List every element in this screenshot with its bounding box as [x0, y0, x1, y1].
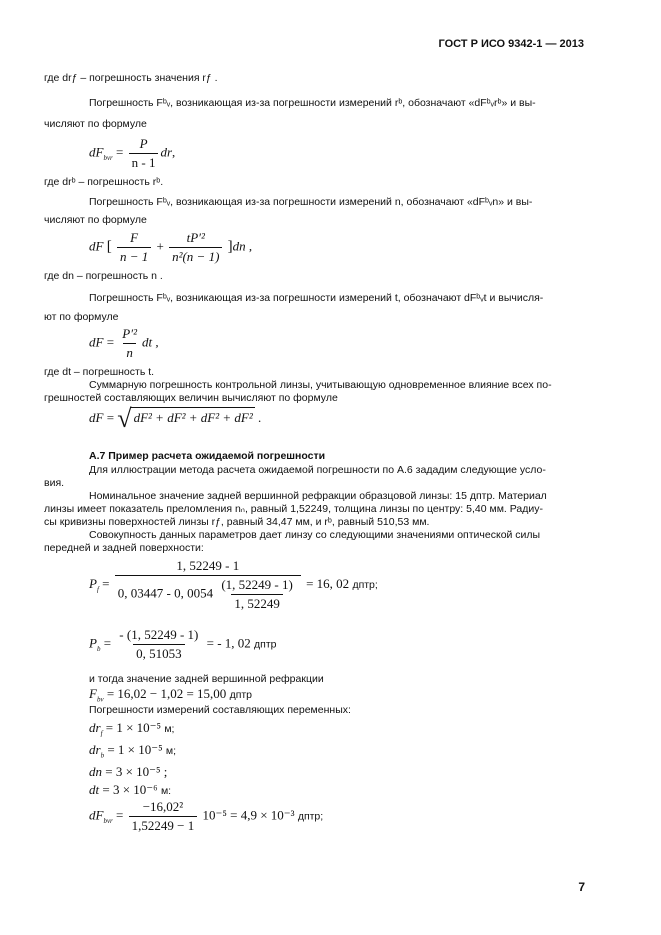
- text-line: Совокупность данных параметров дает линзу со следующими значениями оптической силы: [89, 529, 541, 541]
- text-line: и тогда значение задней вершинной рефракции: [89, 673, 324, 685]
- formula-pf: $P_f$ = 1, 52249 - 1 0, 03447 - 0, 0054 $\frac{(1, 52249 - 1)}{1, 52249}$ = 16, 02 дптр;: [89, 558, 378, 611]
- text-line: передней и задней поверхности:: [44, 542, 204, 554]
- formula-dFbvrf: $dF_{bvr}$ = $\frac{\text{−16,02²}}{1,52249 - 1}$ 10⁻⁵ = 4,9 × 10⁻³ дптр;: [89, 799, 324, 833]
- section-heading: А.7 Пример расчета ожидаемой погрешности: [89, 450, 326, 462]
- page-number: 7: [578, 880, 585, 894]
- page-header: ГОСТ Р ИСО 9342-1 — 2013: [438, 38, 584, 50]
- text-line: где dt – погрешность t.: [44, 366, 155, 378]
- text-line: Погрешность Fᵇᵥ, возникающая из-за погрешности измерений rᵇ, обозначают «dFᵇᵥrᵇ» и вы-: [89, 97, 536, 109]
- text-line: ют по формуле: [44, 311, 119, 323]
- text-line: Номинальное значение задней вершинной рефракции образцовой линзы: 15 дптр. Материал: [89, 490, 547, 502]
- text-line: числяют по формуле: [44, 118, 147, 130]
- text-line: линзы имеет показатель преломления nₙ, равный 1,52249, толщина линзы по центру: 5,40 мм. Радиу-: [44, 503, 543, 515]
- text-line: Погрешность Fᵇᵥ, возникающая из-за погрешности измерений t, обозначают dFᵇᵥt и вычисля-: [89, 292, 544, 304]
- formula-drf: $dr_f = 1 \times 10^{-5}$ м;: [89, 720, 175, 738]
- text-line: Погрешность Fᵇᵥ, возникающая из-за погрешности измерений n, обозначают «dFᵇᵥn» и вы-: [89, 196, 533, 208]
- formula-fbv-value: $F_{bv} = 16,02 - 1,02 = 15,00$ дптр: [89, 686, 253, 704]
- text-line: числяют по формуле: [44, 214, 147, 226]
- text-line: Для иллюстрации метода расчета ожидаемой погрешности по А.6 зададим следующие усло-: [89, 464, 546, 476]
- formula-dFbv-total: dF = √ dF² + dF² + dF² + dF² .: [89, 404, 262, 433]
- text-line: где dn – погрешность n .: [44, 270, 163, 282]
- formula-drb: $dr_b = 1 \times 10^{-5}$ м;: [89, 742, 177, 760]
- formula-dt: dt = 3 × 10⁻⁶ м:: [89, 782, 172, 797]
- text-line: грешностей составляющих величин вычисляют по формуле: [44, 392, 338, 404]
- formula-dFbvrb: $dF_{bvr}$ = $\frac{P}{n - 1}$ dr,: [89, 136, 176, 170]
- text-line: вия.: [44, 477, 65, 489]
- text-line: Суммарную погрешность контрольной линзы, учитывающую одновременное влияние всех по-: [89, 379, 552, 391]
- formula-dn: dn = 3 × 10⁻⁵ ;: [89, 764, 168, 779]
- text-line: где drᵇ – погрешность rᵇ.: [44, 176, 164, 188]
- formula-pb: $P_b$ = $\frac{- (1, 52249 - 1)}{0, 51053}$ = - 1, 02 дптр: [89, 627, 277, 661]
- formula-dFbvn: dF [ $\frac{F}{n - 1}$ + $\frac{\text{tP′²}}{\text{n²(n − 1)}}$ ]dn ,: [89, 230, 253, 264]
- text-line: сы кривизны поверхностей линзы rƒ, равный 34,47 мм, и rᵇ, равный 510,53 мм.: [44, 516, 430, 528]
- text-line: Погрешности измерений составляющих переменных:: [89, 704, 351, 716]
- formula-dFbvt: dF = $\frac{\text{P′²}}{n}$ dt ,: [89, 326, 159, 360]
- text-line: где drƒ – погрешность значения rƒ .: [44, 72, 218, 84]
